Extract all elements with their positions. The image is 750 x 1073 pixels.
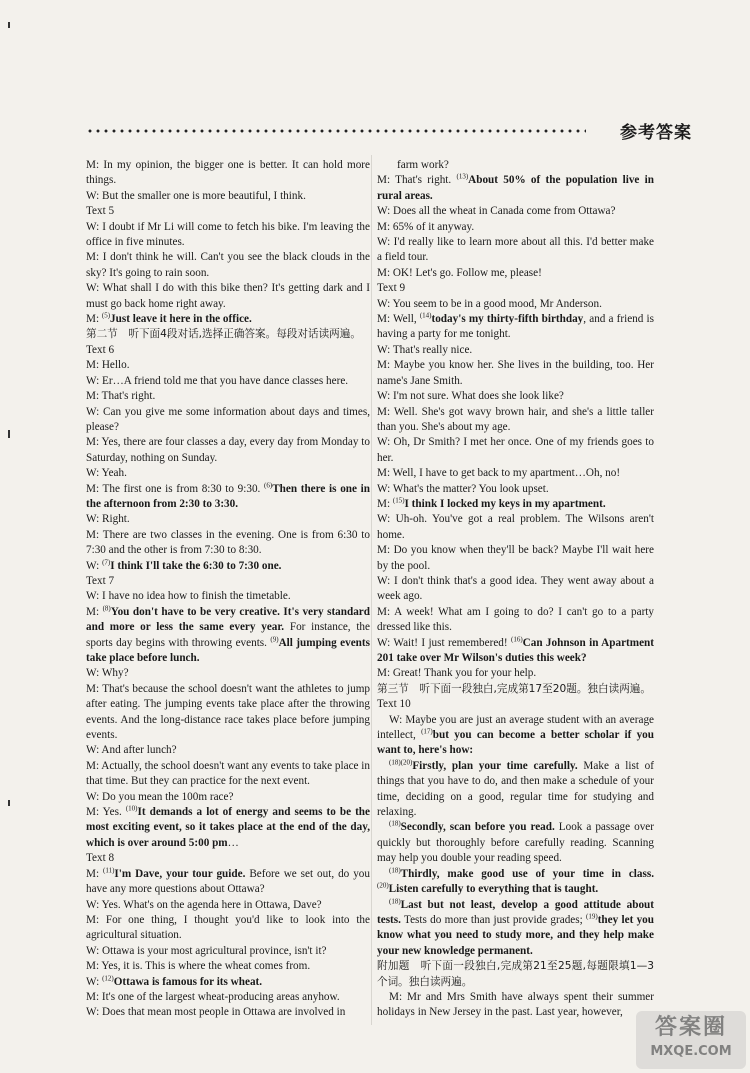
section-title: 参考答案 (620, 123, 692, 143)
dialogue-line: W: But the smaller one is more beautiful, I think. (86, 189, 306, 202)
dialogue-line: W: And after lunch? (86, 744, 177, 757)
dialogue-line: M: Actually, the school doesn't want any events to take place in that time. But they can practice for the next event. (86, 759, 371, 788)
dialogue-line: W: What's the matter? You look upset. (377, 482, 549, 495)
dialogue-line: W: I have no idea how to finish the timetable. (86, 590, 291, 603)
site-watermark (636, 1011, 746, 1069)
dialogue-line: M: In my opinion, the bigger one is better. It can hold more things. (86, 159, 370, 187)
dialogue-line: M: Do you know when they'll be back? Maybe I'll wait here by the pool. (377, 544, 654, 572)
dialogue-line: M: $^{(5)}$Just leave it here in the office. (86, 311, 252, 326)
monologue-paragraph: W: Maybe you are just an average student with an average intellect, $^{(17)}$but you can become a better scholar if you want to, here's how: (377, 713, 654, 757)
monologue-paragraph: $^{(18)}$Secondly, scan before you read. Look a passage over quickly but thoroughly before carefully reading. Scanning may help you double your reading speed. (377, 819, 654, 865)
dialogue-line: W: Why? (86, 667, 129, 680)
dialogue-line: farm work? (397, 159, 449, 171)
dialogue-line: W: Yes. What's on the agenda here in Ottawa, Dave? (86, 898, 322, 911)
dialogue-line: M: Hello. (86, 359, 130, 372)
dialogue-line: W: Wait! I just remembered! $^{(16)}$Can Johnson in Apartment 201 take over Mr Wilson's duties this week? (377, 634, 655, 664)
text-heading: Text 7 (86, 574, 115, 587)
dialogue-line: M: A week! What am I going to do? I can't go to a party dressed like this. (377, 605, 654, 634)
dialogue-line: W: $^{(7)}$I think I'll take the 6:30 to 7:30 one. (86, 557, 282, 572)
monologue-paragraph: $^{(18)}$Thirdly, make good use of your time in class. $^{(20)}$Listen carefully to everything that is taught. (377, 865, 654, 896)
dialogue-line: M: I don't think he will. Can't you see the black clouds in the sky? It's going to rain soon. (86, 251, 370, 279)
monologue-paragraph: M: Mr and Mrs Smith have always spent their summer holidays in New Jersey in the past. Last year, however, (377, 990, 654, 1019)
dialogue-line: M: Maybe you know her. She lives in the building, too. Her name's Jane Smith. (377, 359, 654, 387)
dialogue-line: M: The first one is from 8:30 to 9:30. $^{(6)}$Then there is one in the afternoon from 2:30 to 3:30. (86, 480, 370, 510)
watermark-url: MXQE.COM (650, 1044, 732, 1059)
margin-mark (8, 430, 10, 438)
dialogue-line: W: Er…A friend told me that you have dance classes here. (86, 374, 349, 387)
dialogue-line: W: Oh, Dr Smith? I met her once. One of my friends goes to her. (377, 436, 654, 464)
right-column (377, 158, 654, 1021)
margin-mark (8, 22, 10, 28)
dialogue-line: W: Right. (86, 513, 130, 526)
dialogue-line: M: Yes, there are four classes a day, every day from Monday to Saturday, nothing on Sunday. (86, 436, 370, 464)
page-header (86, 120, 692, 150)
dialogue-line: M: Great! Thank you for your help. (377, 667, 537, 680)
dialogue-line: M: $^{(15)}$I think I locked my keys in my apartment. (377, 496, 606, 510)
dialogue-line: W: Uh-oh. You've got a real problem. The Wilsons aren't home. (377, 513, 654, 541)
dialogue-line: W: Does all the wheat in Canada come from Ottawa? (377, 205, 616, 218)
dialogue-line: W: I'm not sure. What does she look like? (377, 390, 564, 403)
dialogue-line: W: I doubt if Mr Li will come to fetch his bike. I'm leaving the office in five minutes. (86, 220, 370, 249)
dialogue-line: W: Yeah. (86, 467, 127, 480)
text-heading: Text 8 (86, 852, 115, 865)
monologue-paragraph: $^{(18)(20)}$Firstly, plan your time carefully. Make a list of things that you have to do, and then make a schedule of your time, deciding on a good, regular time for studying and relaxing. (377, 758, 655, 819)
dialogue-line: M: Well, $^{(14)}$today's my thirty-fifth birthday, and a friend is having a party for me tonight. (377, 311, 654, 341)
dialogue-line: M: For one thing, I thought you'd like to look into the agricultural situation. (86, 913, 370, 942)
dialogue-line: W: That's really nice. (377, 343, 473, 356)
text-heading: Text 6 (86, 343, 115, 356)
section-instruction: 附加题 听下面一段独白,完成第21至25题,每题限填1—3个词。独白读两遍。 (377, 960, 654, 988)
dialogue-line: W: I'd really like to learn more about all this. I'd better make a field tour. (377, 236, 654, 264)
dialogue-line: W: Can you give me some information about days and times, please? (86, 405, 370, 433)
column-divider (371, 155, 372, 1025)
dialogue-line: W: You seem to be in a good mood, Mr Anderson. (377, 297, 602, 310)
dialogue-line: W: I don't think that's a good idea. They went away about a week ago. (377, 574, 654, 603)
dialogue-line: W: Does that mean most people in Ottawa are involved in (86, 1006, 346, 1019)
dialogue-line: M: 65% of it anyway. (377, 220, 475, 233)
dialogue-line: M: Yes, it is. This is where the wheat comes from. (86, 960, 311, 973)
text-heading: Text 5 (86, 205, 115, 218)
section-instruction: 第二节 听下面4段对话,选择正确答案。每段对话读两遍。 (86, 328, 361, 341)
dotted-rule (86, 128, 586, 134)
left-column (86, 158, 370, 1021)
dialogue-line: M: Yes. $^{(10)}$It demands a lot of energy and seems to be the most exciting event, so it takes place at the end of the day, which is over around 5:00 pm… (86, 804, 370, 849)
dialogue-line: M: Well, I have to get back to my apartment…Oh, no! (377, 467, 621, 480)
text-heading: Text 10 (377, 698, 411, 711)
dialogue-line: M: That's right. $^{(13)}$About 50% of the population live in rural areas. (377, 172, 654, 202)
section-instruction: 第三节 听下面一段独白,完成第17至20题。独白读两遍。 (377, 682, 651, 695)
dialogue-line: M: Well. She's got wavy brown hair, and she's a little taller than you. She's about my age. (377, 405, 654, 433)
dialogue-line: M: There are two classes in the evening. One is from 6:30 to 7:30 and the other is from 7:30 to 8:30. (86, 528, 370, 557)
watermark-logo: 答案圈 (654, 1015, 727, 1040)
dialogue-line: M: OK! Let's go. Follow me, please! (377, 266, 542, 279)
dialogue-line: W: Ottawa is your most agricultural province, isn't it? (86, 944, 327, 957)
dialogue-line: M: $^{(11)}$I'm Dave, your tour guide. Before we set out, do you have any more questions about Ottawa? (86, 865, 370, 896)
dialogue-line: M: That's right. (86, 390, 156, 403)
dialogue-line: M: That's because the school doesn't want the athletes to jump after eating. The jumping events take place after the throwing events. And the long-distance race takes place before jumping events. (86, 682, 370, 742)
margin-mark (8, 800, 10, 806)
dialogue-line: W: Do you mean the 100m race? (86, 790, 234, 803)
text-heading: Text 9 (377, 282, 406, 295)
dialogue-line: M: $^{(8)}$You don't have to be very creative. It's very standard and more or less the same every year. For instance, the sports day begins with throwing events. $^{(9)}$All jumping events take place before lunch. (86, 604, 370, 664)
monologue-paragraph: $^{(18)}$Last but not least, develop a good attitude about tests. Tests do more than just provide grades; $^{(19)}$they let you know what you need to study more, and they help make your new knowledge permanent. (377, 896, 654, 957)
dialogue-line: W: $^{(12)}$Ottawa is famous for its wheat. (86, 973, 263, 988)
dialogue-line: M: It's one of the largest wheat-producing areas anyhow. (86, 990, 340, 1003)
dialogue-line: W: What shall I do with this bike then? It's getting dark and I must go back home right away. (86, 282, 370, 310)
